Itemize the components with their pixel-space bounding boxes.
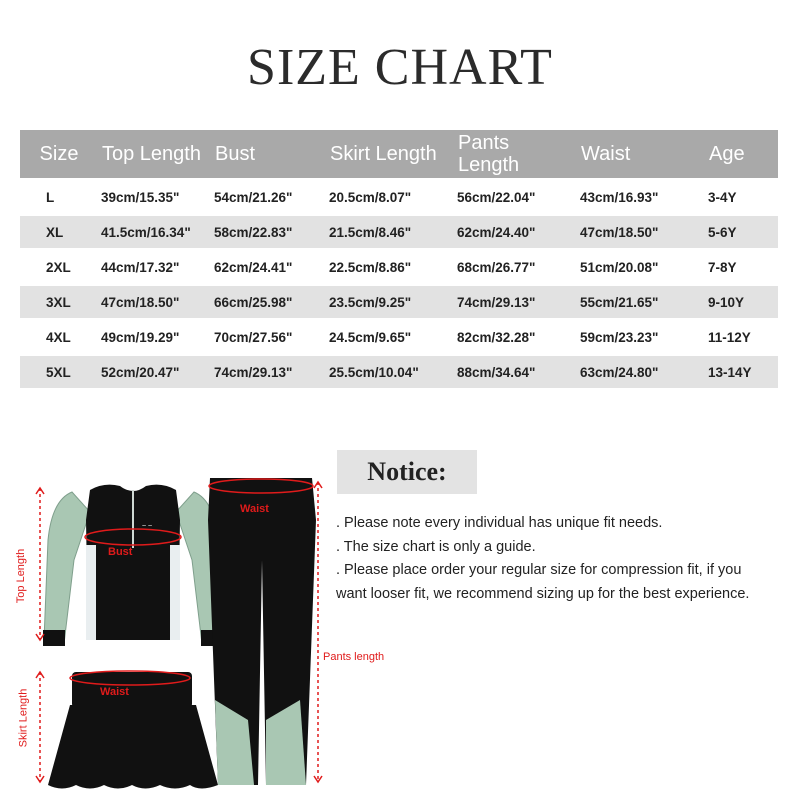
table-cell: L xyxy=(20,180,98,215)
header-top-length: Top Length xyxy=(98,130,211,180)
pants-illustration xyxy=(208,478,316,785)
pants-waist-label: Waist xyxy=(240,503,269,515)
table-cell: 43cm/16.93" xyxy=(577,180,705,215)
table-cell: 3XL xyxy=(20,285,98,320)
notice-item: . Please note every individual has unique fit needs. xyxy=(336,515,663,531)
table-cell: 59cm/23.23" xyxy=(577,320,705,355)
svg-text:~ ~: ~ ~ xyxy=(142,523,153,530)
table-cell: 74cm/29.13" xyxy=(211,355,326,389)
header-skirt-length: Skirt Length xyxy=(326,130,454,180)
table-cell: 82cm/32.28" xyxy=(454,320,577,355)
table-cell: 49cm/19.29" xyxy=(98,320,211,355)
pants-length-label: Pants length xyxy=(323,651,385,663)
header-size: Size xyxy=(20,130,98,180)
top-length-label: Top Length xyxy=(15,548,28,604)
table-cell: 20.5cm/8.07" xyxy=(326,180,454,215)
table-cell: 24.5cm/9.65" xyxy=(326,320,454,355)
table-cell: 58cm/22.83" xyxy=(211,215,326,250)
table-cell: 62cm/24.41" xyxy=(211,250,326,285)
table-cell: XL xyxy=(20,215,98,250)
table-cell: 21.5cm/8.46" xyxy=(326,215,454,250)
table-cell: 41.5cm/16.34" xyxy=(98,215,211,250)
bust-label: Bust xyxy=(108,546,133,558)
table-cell: 74cm/29.13" xyxy=(454,285,577,320)
notice-heading: Notice: xyxy=(337,450,477,494)
table-cell: 7-8Y xyxy=(705,250,778,285)
skirt-illustration xyxy=(48,672,218,789)
page-title: SIZE CHART xyxy=(247,39,553,96)
table-cell: 5-6Y xyxy=(705,215,778,250)
notice-item: . Please place order your regular size for compression fit, if you want looser fit, we recommend sizing up for the best experience. xyxy=(336,562,750,602)
header-waist: Waist xyxy=(577,130,705,180)
table-cell: 44cm/17.32" xyxy=(98,250,211,285)
header-age: Age xyxy=(705,130,778,180)
table-cell: 47cm/18.50" xyxy=(577,215,705,250)
table-cell: 9-10Y xyxy=(705,285,778,320)
notice-item: . The size chart is only a guide. xyxy=(336,538,536,555)
table-cell: 66cm/25.98" xyxy=(211,285,326,320)
table-cell: 22.5cm/8.86" xyxy=(326,250,454,285)
table-cell: 4XL xyxy=(20,320,98,355)
table-cell: 52cm/20.47" xyxy=(98,355,211,389)
notice-list xyxy=(336,512,776,606)
table-cell: 5XL xyxy=(20,355,98,389)
table-cell: 51cm/20.08" xyxy=(577,250,705,285)
table-cell: 70cm/27.56" xyxy=(211,320,326,355)
table-cell: 55cm/21.65" xyxy=(577,285,705,320)
header-pants-length: Pants Length xyxy=(454,130,577,180)
table-cell: 13-14Y xyxy=(705,355,778,389)
table-cell: 25.5cm/10.04" xyxy=(326,355,454,389)
table-cell: 54cm/21.26" xyxy=(211,180,326,215)
table-cell: 2XL xyxy=(20,250,98,285)
table-cell: 88cm/34.64" xyxy=(454,355,577,389)
table-cell: 11-12Y xyxy=(705,320,778,355)
table-cell: 62cm/24.40" xyxy=(454,215,577,250)
swim-top-illustration xyxy=(43,485,223,646)
skirt-waist-label: Waist xyxy=(100,686,129,698)
skirt-length-label: Skirt Length xyxy=(17,688,30,748)
table-cell: 63cm/24.80" xyxy=(577,355,705,389)
table-cell: 23.5cm/9.25" xyxy=(326,285,454,320)
table-cell: 3-4Y xyxy=(705,180,778,215)
table-cell: 56cm/22.04" xyxy=(454,180,577,215)
header-bust: Bust xyxy=(211,130,326,180)
table-cell: 68cm/26.77" xyxy=(454,250,577,285)
table-cell: 47cm/18.50" xyxy=(98,285,211,320)
table-cell: 39cm/15.35" xyxy=(98,180,211,215)
